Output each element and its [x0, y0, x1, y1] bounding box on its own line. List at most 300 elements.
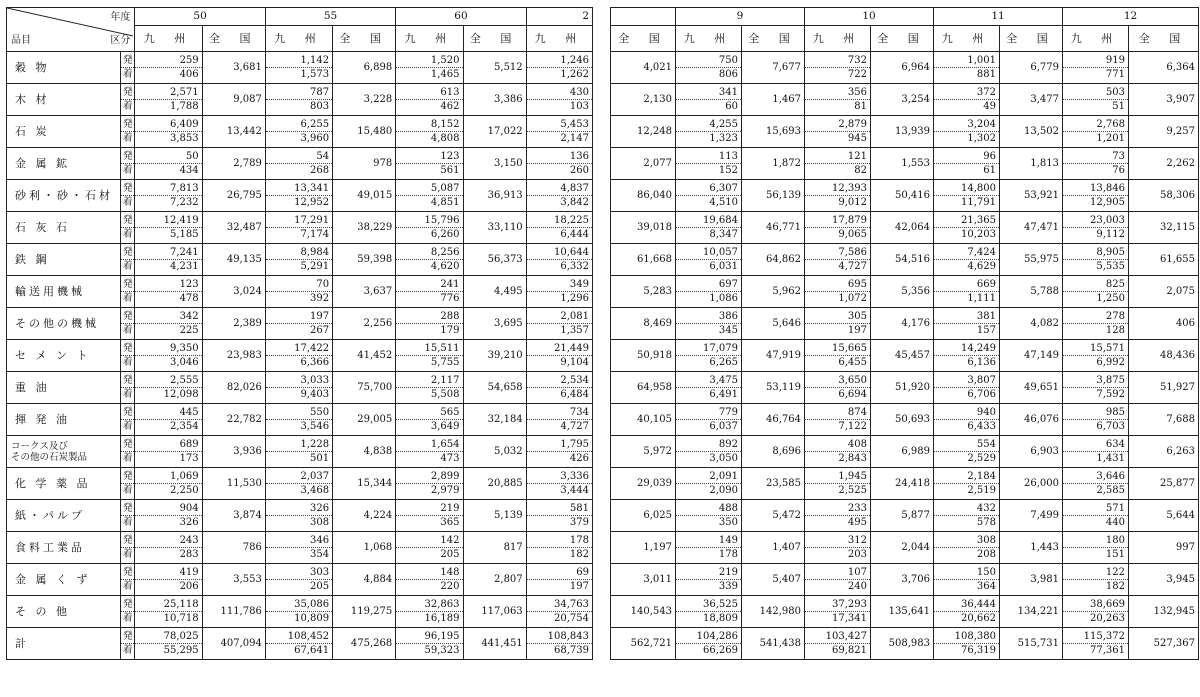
zenkoku-value: 39,018	[611, 212, 676, 244]
zenkoku-value: 17,022	[463, 116, 526, 148]
zenkoku-value: 134,221	[1000, 596, 1063, 628]
kyushu-chaku-value: 473	[396, 452, 463, 468]
zenkoku-value: 49,651	[1000, 372, 1063, 404]
zenkoku-value: 4,021	[611, 52, 676, 84]
zenkoku-value: 5,356	[871, 276, 934, 308]
item-name: 木 材	[7, 84, 121, 116]
kyushu-chaku-value: 151	[1063, 548, 1129, 564]
kyushu-chaku-value: 182	[1063, 580, 1129, 596]
item-name: その他の機械	[7, 308, 121, 340]
kyushu-hatsu-value: 37,293	[805, 596, 871, 612]
zenkoku-value: 142,980	[742, 596, 805, 628]
zenkoku-value: 20,885	[463, 468, 526, 500]
kyushu-hatsu-value: 695	[805, 276, 871, 292]
table-row	[7, 532, 593, 548]
kyushu-chaku-value: 6,433	[934, 420, 1000, 436]
item-label: 品目	[11, 35, 31, 46]
kyushu-hatsu-value: 180	[1063, 532, 1129, 548]
kyushu-hatsu-value: 34,763	[526, 596, 592, 612]
kyushu-hatsu-value: 15,511	[396, 340, 463, 356]
zenkoku-value: 32,184	[463, 404, 526, 436]
chaku-label: 着	[121, 516, 135, 532]
zenkoku-value: 46,076	[1000, 404, 1063, 436]
zenkoku-header: 全 国	[871, 26, 934, 52]
table-row	[611, 116, 1199, 132]
zenkoku-value: 1,553	[871, 148, 934, 180]
chaku-label: 着	[121, 100, 135, 116]
chaku-label: 着	[121, 324, 135, 340]
kyushu-chaku-value: 3,050	[676, 452, 742, 468]
kyushu-chaku-value: 182	[526, 548, 592, 564]
table-row	[611, 276, 1199, 292]
kyushu-hatsu-value: 136	[526, 148, 592, 164]
kyushu-hatsu-value: 38,669	[1063, 596, 1129, 612]
kyushu-hatsu-value: 108,380	[934, 628, 1000, 644]
kyushu-header: 九 州	[526, 26, 592, 52]
zenkoku-value: 12,248	[611, 116, 676, 148]
table-row	[611, 148, 1199, 164]
year-header: 10	[805, 8, 934, 26]
chaku-label: 着	[121, 388, 135, 404]
chaku-label: 着	[121, 580, 135, 596]
kyushu-hatsu-value: 3,875	[1063, 372, 1129, 388]
kyushu-hatsu-value: 8,256	[396, 244, 463, 260]
kyushu-hatsu-value: 919	[1063, 52, 1129, 68]
kyushu-hatsu-value: 10,644	[526, 244, 592, 260]
zenkoku-value: 140,543	[611, 596, 676, 628]
table-row	[611, 564, 1199, 580]
kyushu-chaku-value: 7,592	[1063, 388, 1129, 404]
zenkoku-value: 3,553	[202, 564, 265, 596]
zenkoku-value: 3,637	[333, 276, 396, 308]
kyushu-hatsu-value: 123	[135, 276, 202, 292]
table-row	[7, 596, 593, 612]
zenkoku-value: 3,695	[463, 308, 526, 340]
kyushu-hatsu-value: 6,409	[135, 116, 202, 132]
chaku-label: 着	[121, 260, 135, 276]
zenkoku-value: 6,025	[611, 500, 676, 532]
kyushu-hatsu-value: 6,255	[265, 116, 332, 132]
kyushu-chaku-value: 20,263	[1063, 612, 1129, 628]
hatsu-label: 発	[121, 52, 135, 68]
kyushu-chaku-value: 3,960	[265, 132, 332, 148]
chaku-label: 着	[121, 228, 135, 244]
table-row	[7, 84, 593, 100]
zenkoku-value: 6,964	[871, 52, 934, 84]
kyushu-hatsu-value: 18,225	[526, 212, 592, 228]
kyushu-chaku-value: 1,250	[1063, 292, 1129, 308]
zenkoku-value: 56,373	[463, 244, 526, 276]
kyushu-hatsu-value: 732	[805, 52, 871, 68]
kyushu-hatsu-value: 121	[805, 148, 871, 164]
kyushu-chaku-value: 76	[1063, 164, 1129, 180]
kyushu-chaku-value: 178	[676, 548, 742, 564]
kyushu-chaku-value: 1,086	[676, 292, 742, 308]
kyushu-chaku-value: 2,090	[676, 484, 742, 500]
kyushu-hatsu-value: 6,307	[676, 180, 742, 196]
item-name: 穀 物	[7, 52, 121, 84]
zenkoku-value: 46,764	[742, 404, 805, 436]
kyushu-chaku-value: 578	[934, 516, 1000, 532]
table-row	[7, 500, 593, 516]
kyushu-hatsu-value: 1,228	[265, 436, 332, 452]
kyushu-hatsu-value: 108,452	[265, 628, 332, 644]
item-name: 紙・パルプ	[7, 500, 121, 532]
item-name: 石 灰 石	[7, 212, 121, 244]
kyushu-hatsu-value: 2,899	[396, 468, 463, 484]
kyushu-chaku-value: 208	[934, 548, 1000, 564]
hatsu-label: 発	[121, 308, 135, 324]
kyushu-chaku-value: 2,529	[934, 452, 1000, 468]
kyushu-hatsu-value: 21,449	[526, 340, 592, 356]
zenkoku-value: 5,139	[463, 500, 526, 532]
zenkoku-value: 3,681	[202, 52, 265, 84]
kyushu-hatsu-value: 113	[676, 148, 742, 164]
zenkoku-value: 1,813	[1000, 148, 1063, 180]
zenkoku-value: 5,032	[463, 436, 526, 468]
kyushu-chaku-value: 103	[526, 100, 592, 116]
zenkoku-value: 29,039	[611, 468, 676, 500]
kyushu-hatsu-value: 550	[265, 404, 332, 420]
kyushu-chaku-value: 49	[934, 100, 1000, 116]
zenkoku-value: 997	[1129, 532, 1199, 564]
zenkoku-value: 9,257	[1129, 116, 1199, 148]
kyushu-chaku-value: 6,136	[934, 356, 1000, 372]
kyushu-chaku-value: 1,201	[1063, 132, 1129, 148]
kyushu-chaku-value: 197	[805, 324, 871, 340]
kyushu-hatsu-value: 1,520	[396, 52, 463, 68]
zenkoku-value: 3,706	[871, 564, 934, 596]
kyushu-hatsu-value: 104,286	[676, 628, 742, 644]
chaku-label: 着	[121, 292, 135, 308]
kyushu-hatsu-value: 219	[396, 500, 463, 516]
kyushu-hatsu-value: 4,837	[526, 180, 592, 196]
hatsu-label: 発	[121, 116, 135, 132]
kyushu-chaku-value: 5,291	[265, 260, 332, 276]
kyushu-hatsu-value: 904	[135, 500, 202, 516]
kyushu-chaku-value: 6,706	[934, 388, 1000, 404]
item-name: 化 学 薬 品	[7, 468, 121, 500]
table-row	[611, 596, 1199, 612]
kyushu-hatsu-value: 445	[135, 404, 202, 420]
kyushu-chaku-value: 1,357	[526, 324, 592, 340]
zenkoku-value: 3,011	[611, 564, 676, 596]
kyushu-hatsu-value: 32,863	[396, 596, 463, 612]
year-header: 2	[526, 8, 592, 26]
kyushu-hatsu-value: 874	[805, 404, 871, 420]
zenkoku-value: 4,082	[1000, 308, 1063, 340]
zenkoku-value: 4,884	[333, 564, 396, 596]
kyushu-hatsu-value: 2,555	[135, 372, 202, 388]
zenkoku-value: 817	[463, 532, 526, 564]
kyushu-chaku-value: 495	[805, 516, 871, 532]
zenkoku-value: 1,467	[742, 84, 805, 116]
zenkoku-value: 3,945	[1129, 564, 1199, 596]
zenkoku-value: 23,585	[742, 468, 805, 500]
zenkoku-value: 53,921	[1000, 180, 1063, 212]
kyushu-hatsu-value: 219	[676, 564, 742, 580]
kyushu-chaku-value: 722	[805, 68, 871, 84]
zenkoku-header: 全 国	[463, 26, 526, 52]
zenkoku-value: 82,026	[202, 372, 265, 404]
zenkoku-value: 5,283	[611, 276, 676, 308]
kyushu-hatsu-value: 669	[934, 276, 1000, 292]
zenkoku-value: 51,927	[1129, 372, 1199, 404]
table-row	[7, 148, 593, 164]
kyushu-hatsu-value: 7,424	[934, 244, 1000, 260]
zenkoku-value: 5,877	[871, 500, 934, 532]
item-name: 食料工業品	[7, 532, 121, 564]
kyushu-chaku-value: 283	[135, 548, 202, 564]
kyushu-hatsu-value: 2,117	[396, 372, 463, 388]
kyushu-chaku-value: 803	[265, 100, 332, 116]
zenkoku-value: 786	[202, 532, 265, 564]
kyushu-hatsu-value: 54	[265, 148, 332, 164]
zenkoku-header: 全 国	[202, 26, 265, 52]
table-row	[7, 244, 593, 260]
zenkoku-value: 54,516	[871, 244, 934, 276]
kyushu-hatsu-value: 1,795	[526, 436, 592, 452]
hatsu-label: 発	[121, 180, 135, 196]
kyushu-hatsu-value: 554	[934, 436, 1000, 452]
kyushu-hatsu-value: 13,846	[1063, 180, 1129, 196]
zenkoku-header: 全 国	[611, 26, 676, 52]
kyushu-hatsu-value: 571	[1063, 500, 1129, 516]
kyushu-hatsu-value: 3,807	[934, 372, 1000, 388]
kyushu-hatsu-value: 7,241	[135, 244, 202, 260]
kyushu-chaku-value: 6,332	[526, 260, 592, 276]
kyushu-chaku-value: 2,979	[396, 484, 463, 500]
kyushu-hatsu-value: 197	[265, 308, 332, 324]
item-name: 砂利・砂・石材	[7, 180, 121, 212]
kyushu-header: 九 州	[396, 26, 463, 52]
zenkoku-value: 36,913	[463, 180, 526, 212]
zenkoku-value: 29,005	[333, 404, 396, 436]
kyushu-chaku-value: 6,491	[676, 388, 742, 404]
kyushu-chaku-value: 426	[526, 452, 592, 468]
table-row	[611, 436, 1199, 452]
zenkoku-value: 2,075	[1129, 276, 1199, 308]
zenkoku-value: 15,693	[742, 116, 805, 148]
chaku-label: 着	[121, 196, 135, 212]
kyushu-hatsu-value: 1,001	[934, 52, 1000, 68]
kyushu-hatsu-value: 13,341	[265, 180, 332, 196]
hatsu-label: 発	[121, 468, 135, 484]
kyushu-chaku-value: 20,754	[526, 612, 592, 628]
hatsu-label: 発	[121, 532, 135, 548]
table-row	[611, 308, 1199, 324]
kyushu-hatsu-value: 14,249	[934, 340, 1000, 356]
zenkoku-value: 5,788	[1000, 276, 1063, 308]
table-row	[7, 340, 593, 356]
kyushu-hatsu-value: 2,534	[526, 372, 592, 388]
zenkoku-header: 全 国	[1129, 26, 1199, 52]
zenkoku-header: 全 国	[1000, 26, 1063, 52]
table-row	[611, 84, 1199, 100]
kyushu-hatsu-value: 17,079	[676, 340, 742, 356]
kyushu-header: 九 州	[676, 26, 742, 52]
item-name: 重 油	[7, 372, 121, 404]
kyushu-header: 九 州	[135, 26, 202, 52]
kyushu-chaku-value: 12,952	[265, 196, 332, 212]
kyushu-chaku-value: 1,465	[396, 68, 463, 84]
table-row	[7, 116, 593, 132]
zenkoku-value: 24,418	[871, 468, 934, 500]
kyushu-chaku-value: 66,269	[676, 644, 742, 660]
kyushu-hatsu-value: 8,905	[1063, 244, 1129, 260]
zenkoku-value: 13,502	[1000, 116, 1063, 148]
kyushu-hatsu-value: 1,069	[135, 468, 202, 484]
zenkoku-value: 6,364	[1129, 52, 1199, 84]
zenkoku-value: 32,487	[202, 212, 265, 244]
kyushu-hatsu-value: 2,571	[135, 84, 202, 100]
kyushu-chaku-value: 3,842	[526, 196, 592, 212]
kyushu-chaku-value: 326	[135, 516, 202, 532]
kyushu-hatsu-value: 372	[934, 84, 1000, 100]
kyushu-hatsu-value: 73	[1063, 148, 1129, 164]
kyushu-hatsu-value: 150	[934, 564, 1000, 580]
table-row	[611, 404, 1199, 420]
kyushu-hatsu-value: 3,475	[676, 372, 742, 388]
kyushu-chaku-value: 12,098	[135, 388, 202, 404]
chaku-label: 着	[121, 132, 135, 148]
kyushu-chaku-value: 6,455	[805, 356, 871, 372]
kyushu-hatsu-value: 36,525	[676, 596, 742, 612]
kyushu-chaku-value: 67,641	[265, 644, 332, 660]
hatsu-label: 発	[121, 628, 135, 644]
zenkoku-value: 441,451	[463, 628, 526, 660]
kyushu-chaku-value: 2,585	[1063, 484, 1129, 500]
zenkoku-value: 54,658	[463, 372, 526, 404]
kyushu-chaku-value: 9,012	[805, 196, 871, 212]
zenkoku-value: 3,150	[463, 148, 526, 180]
kyushu-chaku-value: 268	[265, 164, 332, 180]
kyushu-chaku-value: 2,147	[526, 132, 592, 148]
kyushu-hatsu-value: 7,813	[135, 180, 202, 196]
zenkoku-value: 6,989	[871, 436, 934, 468]
item-name: 鉄 鋼	[7, 244, 121, 276]
kyushu-hatsu-value: 565	[396, 404, 463, 420]
kyushu-chaku-value: 4,727	[526, 420, 592, 436]
kyushu-chaku-value: 61	[934, 164, 1000, 180]
zenkoku-value: 3,254	[871, 84, 934, 116]
kyushu-chaku-value: 3,649	[396, 420, 463, 436]
kyushu-chaku-value: 6,992	[1063, 356, 1129, 372]
kyushu-hatsu-value: 23,003	[1063, 212, 1129, 228]
zenkoku-value: 6,263	[1129, 436, 1199, 468]
kyushu-chaku-value: 9,403	[265, 388, 332, 404]
kyushu-chaku-value: 81	[805, 100, 871, 116]
kyushu-chaku-value: 4,231	[135, 260, 202, 276]
kyushu-hatsu-value: 69	[526, 564, 592, 580]
table-row	[7, 180, 593, 196]
zenkoku-value: 1,407	[742, 532, 805, 564]
kyushu-hatsu-value: 3,650	[805, 372, 871, 388]
kyushu-header: 九 州	[934, 26, 1000, 52]
item-name: 輸送用機械	[7, 276, 121, 308]
year-header: 55	[265, 8, 395, 26]
zenkoku-value: 5,962	[742, 276, 805, 308]
kyushu-hatsu-value: 408	[805, 436, 871, 452]
zenkoku-value: 61,655	[1129, 244, 1199, 276]
kyushu-hatsu-value: 35,086	[265, 596, 332, 612]
zenkoku-value: 7,688	[1129, 404, 1199, 436]
hatsu-label: 発	[121, 372, 135, 388]
kyushu-chaku-value: 6,031	[676, 260, 742, 276]
kyushu-chaku-value: 3,468	[265, 484, 332, 500]
kyushu-hatsu-value: 689	[135, 436, 202, 452]
kyushu-chaku-value: 771	[1063, 68, 1129, 84]
corner-header	[7, 8, 135, 52]
zenkoku-value: 59,398	[333, 244, 396, 276]
zenkoku-value: 26,795	[202, 180, 265, 212]
kyushu-hatsu-value: 613	[396, 84, 463, 100]
zenkoku-value: 527,367	[1129, 628, 1199, 660]
kyushu-chaku-value: 4,808	[396, 132, 463, 148]
kyushu-chaku-value: 365	[396, 516, 463, 532]
zenkoku-value: 47,149	[1000, 340, 1063, 372]
year-header: 9	[676, 8, 805, 26]
kyushu-hatsu-value: 779	[676, 404, 742, 420]
kyushu-hatsu-value: 312	[805, 532, 871, 548]
kyushu-chaku-value: 9,065	[805, 228, 871, 244]
kyushu-chaku-value: 240	[805, 580, 871, 596]
item-name-line: その他の石炭製品	[11, 451, 88, 463]
zenkoku-value: 11,530	[202, 468, 265, 500]
kyushu-chaku-value: 59,323	[396, 644, 463, 660]
zenkoku-value: 53,119	[742, 372, 805, 404]
kyushu-hatsu-value: 308	[934, 532, 1000, 548]
zenkoku-value: 3,024	[202, 276, 265, 308]
zenkoku-value: 1,443	[1000, 532, 1063, 564]
kubun-label: 区分	[110, 35, 131, 46]
kyushu-hatsu-value: 3,646	[1063, 468, 1129, 484]
kyushu-chaku-value: 5,508	[396, 388, 463, 404]
year-label: 年度	[110, 12, 131, 23]
kyushu-chaku-value: 6,703	[1063, 420, 1129, 436]
freight-table-left	[6, 7, 593, 660]
table-row	[611, 340, 1199, 356]
zenkoku-value: 75,700	[333, 372, 396, 404]
chaku-label: 着	[121, 612, 135, 628]
kyushu-chaku-value: 339	[676, 580, 742, 596]
kyushu-chaku-value: 260	[526, 164, 592, 180]
kyushu-chaku-value: 8,347	[676, 228, 742, 244]
kyushu-chaku-value: 68,739	[526, 644, 592, 660]
zenkoku-value: 32,115	[1129, 212, 1199, 244]
zenkoku-value: 978	[333, 148, 396, 180]
kyushu-chaku-value: 1,302	[934, 132, 1000, 148]
kyushu-chaku-value: 3,546	[265, 420, 332, 436]
kyushu-hatsu-value: 825	[1063, 276, 1129, 292]
kyushu-chaku-value: 434	[135, 164, 202, 180]
kyushu-hatsu-value: 8,984	[265, 244, 332, 260]
kyushu-hatsu-value: 341	[676, 84, 742, 100]
zenkoku-value: 515,731	[1000, 628, 1063, 660]
kyushu-hatsu-value: 3,033	[265, 372, 332, 388]
kyushu-hatsu-value: 12,393	[805, 180, 871, 196]
table-row	[611, 180, 1199, 196]
kyushu-chaku-value: 173	[135, 452, 202, 468]
zenkoku-value: 6,779	[1000, 52, 1063, 84]
kyushu-chaku-value: 203	[805, 548, 871, 564]
table-row	[611, 244, 1199, 260]
kyushu-chaku-value: 9,104	[526, 356, 592, 372]
kyushu-hatsu-value: 1,246	[526, 52, 592, 68]
table-row	[7, 564, 593, 580]
kyushu-hatsu-value: 386	[676, 308, 742, 324]
zenkoku-value: 49,135	[202, 244, 265, 276]
